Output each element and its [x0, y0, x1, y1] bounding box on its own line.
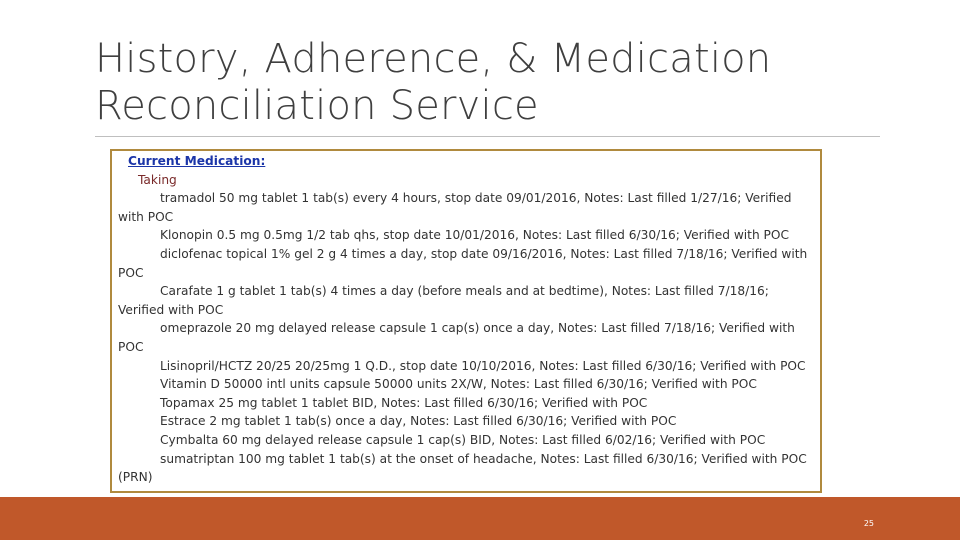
taking-subheading: Taking [138, 172, 177, 187]
medication-entry: Carafate 1 g tablet 1 tab(s) 4 times a day (before meals and at bedtime), Notes: Last filled 7/18/16; Verified with POC [118, 284, 769, 317]
title-divider [95, 136, 880, 137]
slide-number: 25 [863, 519, 874, 528]
current-medication-heading: Current Medication: [128, 154, 266, 168]
medication-entry: sumatriptan 100 mg tablet 1 tab(s) at the onset of headache, Notes: Last filled 6/30/16; Verified with POC (PRN) [118, 451, 807, 485]
medication-entry: omeprazole 20 mg delayed release capsule 1 cap(s) once a day, Notes: Last filled 7/18/16; Verified with POC [118, 321, 795, 354]
medication-entry: Cymbalta 60 mg delayed release capsule 1 cap(s) BID, Notes: Last filled 6/02/16; Verified with POC [160, 432, 766, 447]
medication-screenshot-panel [110, 149, 822, 493]
medication-list [118, 152, 808, 487]
medication-entry: Vitamin D 50000 intl units capsule 50000 units 2X/W, Notes: Last filled 6/30/16; Verified with POC [160, 377, 757, 392]
medication-entry: diclofenac topical 1% gel 2 g 4 times a day, stop date 09/16/2016, Notes: Last filled 7/18/16; Verified with POC [118, 246, 808, 280]
medication-entry: Estrace 2 mg tablet 1 tab(s) once a day, Notes: Last filled 6/30/16; Verified with POC [160, 414, 677, 429]
medication-entry: tramadol 50 mg tablet 1 tab(s) every 4 hours, stop date 09/01/2016, Notes: Last filled 1/27/16; Verified with POC [118, 191, 792, 224]
medication-entry: Lisinopril/HCTZ 20/25 20/25mg 1 Q.D., stop date 10/10/2016, Notes: Last filled 6/30/16; Verified with POC [160, 358, 806, 373]
medication-entry: Topamax 25 mg tablet 1 tablet BID, Notes: Last filled 6/30/16; Verified with POC [160, 395, 648, 410]
slide-title [95, 36, 895, 130]
medication-entry: Klonopin 0.5 mg 0.5mg 1/2 tab qhs, stop date 10/01/2016, Notes: Last filled 6/30/16; Verified with POC [160, 228, 790, 243]
footer-bar [0, 497, 960, 540]
slide-title-line-1: History, Adherence, & Medication [95, 36, 772, 82]
slide-title-line-2: Reconciliation Service [95, 83, 539, 129]
